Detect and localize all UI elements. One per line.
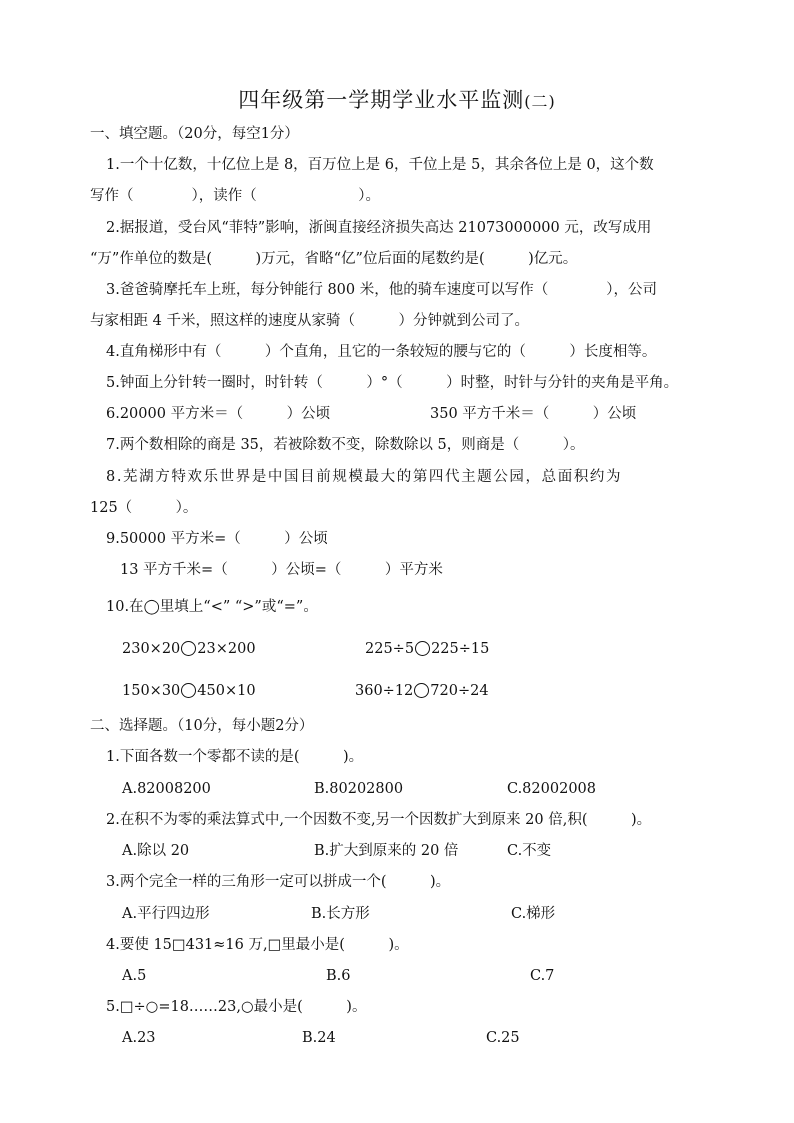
compare-circle[interactable] <box>415 641 430 656</box>
compare-circle[interactable] <box>414 683 429 698</box>
s1-q9-line2: 13 平方千米=（ ）公顷=（ ）平方米 <box>120 562 443 578</box>
s1-q4: 4.直角梯形中有（ ）个直角，且它的一条较短的腰与它的（ ）长度相等。 <box>106 344 657 360</box>
s2-q4-option-b[interactable]: B.6 <box>326 968 351 984</box>
s1-q3-line1: 3.爸爸骑摩托车上班，每分钟能行 800 米，他的骑车速度可以写作（ ），公司 <box>106 282 657 298</box>
section1-heading: 一、填空题。（20分，每空1分） <box>90 126 299 142</box>
s2-q5-option-b[interactable]: B.24 <box>302 1030 336 1046</box>
s2-q2-option-c[interactable]: C.不变 <box>507 843 552 859</box>
s1-q1-line1: 1.一个十亿数，十亿位上是 8，百万位上是 6，千位上是 5，其余各位上是 0，这个数 <box>106 157 654 173</box>
s2-q3: 3.两个完全一样的三角形一定可以拼成一个( )。 <box>106 874 451 890</box>
s1-q8-line2: 125（ ）。 <box>90 500 198 516</box>
s2-q2-option-b[interactable]: B.扩大到原来的 20 倍 <box>314 843 459 859</box>
s2-q5-option-c[interactable]: C.25 <box>486 1030 520 1046</box>
s1-q1-line2: 写作（ ），读作（ ）。 <box>90 188 380 204</box>
s2-q4-option-a[interactable]: A.5 <box>122 968 147 984</box>
section2-heading: 二、选择题。（10分，每小题2分） <box>90 718 314 734</box>
compare-item-3: 150×30 450×10 <box>122 683 256 699</box>
s2-q1-option-b[interactable]: B.80202800 <box>314 781 404 797</box>
s1-q8-line1: 8.芜湖方特欢乐世界是中国目前规模最大的第四代主题公园，总面积约为 <box>106 469 623 485</box>
title-main: 四年级第一学期学业水平监测 <box>238 88 525 112</box>
compare-item-1: 230×20 23×200 <box>122 641 256 657</box>
s2-q5-option-a[interactable]: A.23 <box>122 1030 156 1046</box>
s1-q6-part1: 6.20000 平方米＝（ ）公顷 <box>106 406 331 422</box>
s2-q1: 1.下面各数一个零都不读的是( )。 <box>106 749 364 765</box>
s1-q9-line1: 9.50000 平方米=（ ）公顷 <box>106 531 328 547</box>
page-title <box>0 84 794 114</box>
s1-q7: 7.两个数相除的商是 35，若被除数不变，除数除以 5，则商是（ ）。 <box>106 437 585 453</box>
title-suffix: (二) <box>524 92 556 111</box>
compare-circle[interactable] <box>181 641 196 656</box>
s2-q5: 5.□÷○=18……23,○最小是( )。 <box>106 999 367 1015</box>
s2-q2: 2.在积不为零的乘法算式中,一个因数不变,另一个因数扩大到原来 20 倍,积( )。 <box>106 812 652 828</box>
s1-q2-line1: 2.据报道，受台风“菲特”影响，浙闽直接经济损失高达 21073000000 元，改写成用 <box>106 220 652 236</box>
s1-q5: 5.钟面上分针转一圈时，时针转（ ）°（ ）时整，时针与分针的夹角是平角。 <box>106 375 679 391</box>
compare-circle[interactable] <box>181 683 196 698</box>
s2-q1-option-a[interactable]: A.82008200 <box>122 781 211 797</box>
s2-q2-option-a[interactable]: A.除以 20 <box>122 843 190 859</box>
s2-q4-option-c[interactable]: C.7 <box>530 968 555 984</box>
s2-q3-option-c[interactable]: C.梯形 <box>511 906 556 922</box>
compare-item-2: 225÷5 225÷15 <box>365 641 490 657</box>
s2-q1-option-c[interactable]: C.82002008 <box>507 781 596 797</box>
s1-q3-line2: 与家相距 4 千米，照这样的速度从家骑（ ）分钟就到公司了。 <box>90 313 529 329</box>
s2-q3-option-b[interactable]: B.长方形 <box>311 906 370 922</box>
s1-q10: 10.在◯里填上“<” “>”或“=”。 <box>106 599 318 615</box>
s2-q3-option-a[interactable]: A.平行四边形 <box>122 906 210 922</box>
s2-q4: 4.要使 15□431≈16 万,□里最小是( )。 <box>106 937 409 953</box>
s1-q6-part2: 350 平方千米＝（ ）公顷 <box>430 406 637 422</box>
s1-q2-line2: “万”作单位的数是( )万元，省略“亿”位后面的尾数约是( )亿元。 <box>90 251 578 267</box>
compare-item-4: 360÷12 720÷24 <box>355 683 489 699</box>
